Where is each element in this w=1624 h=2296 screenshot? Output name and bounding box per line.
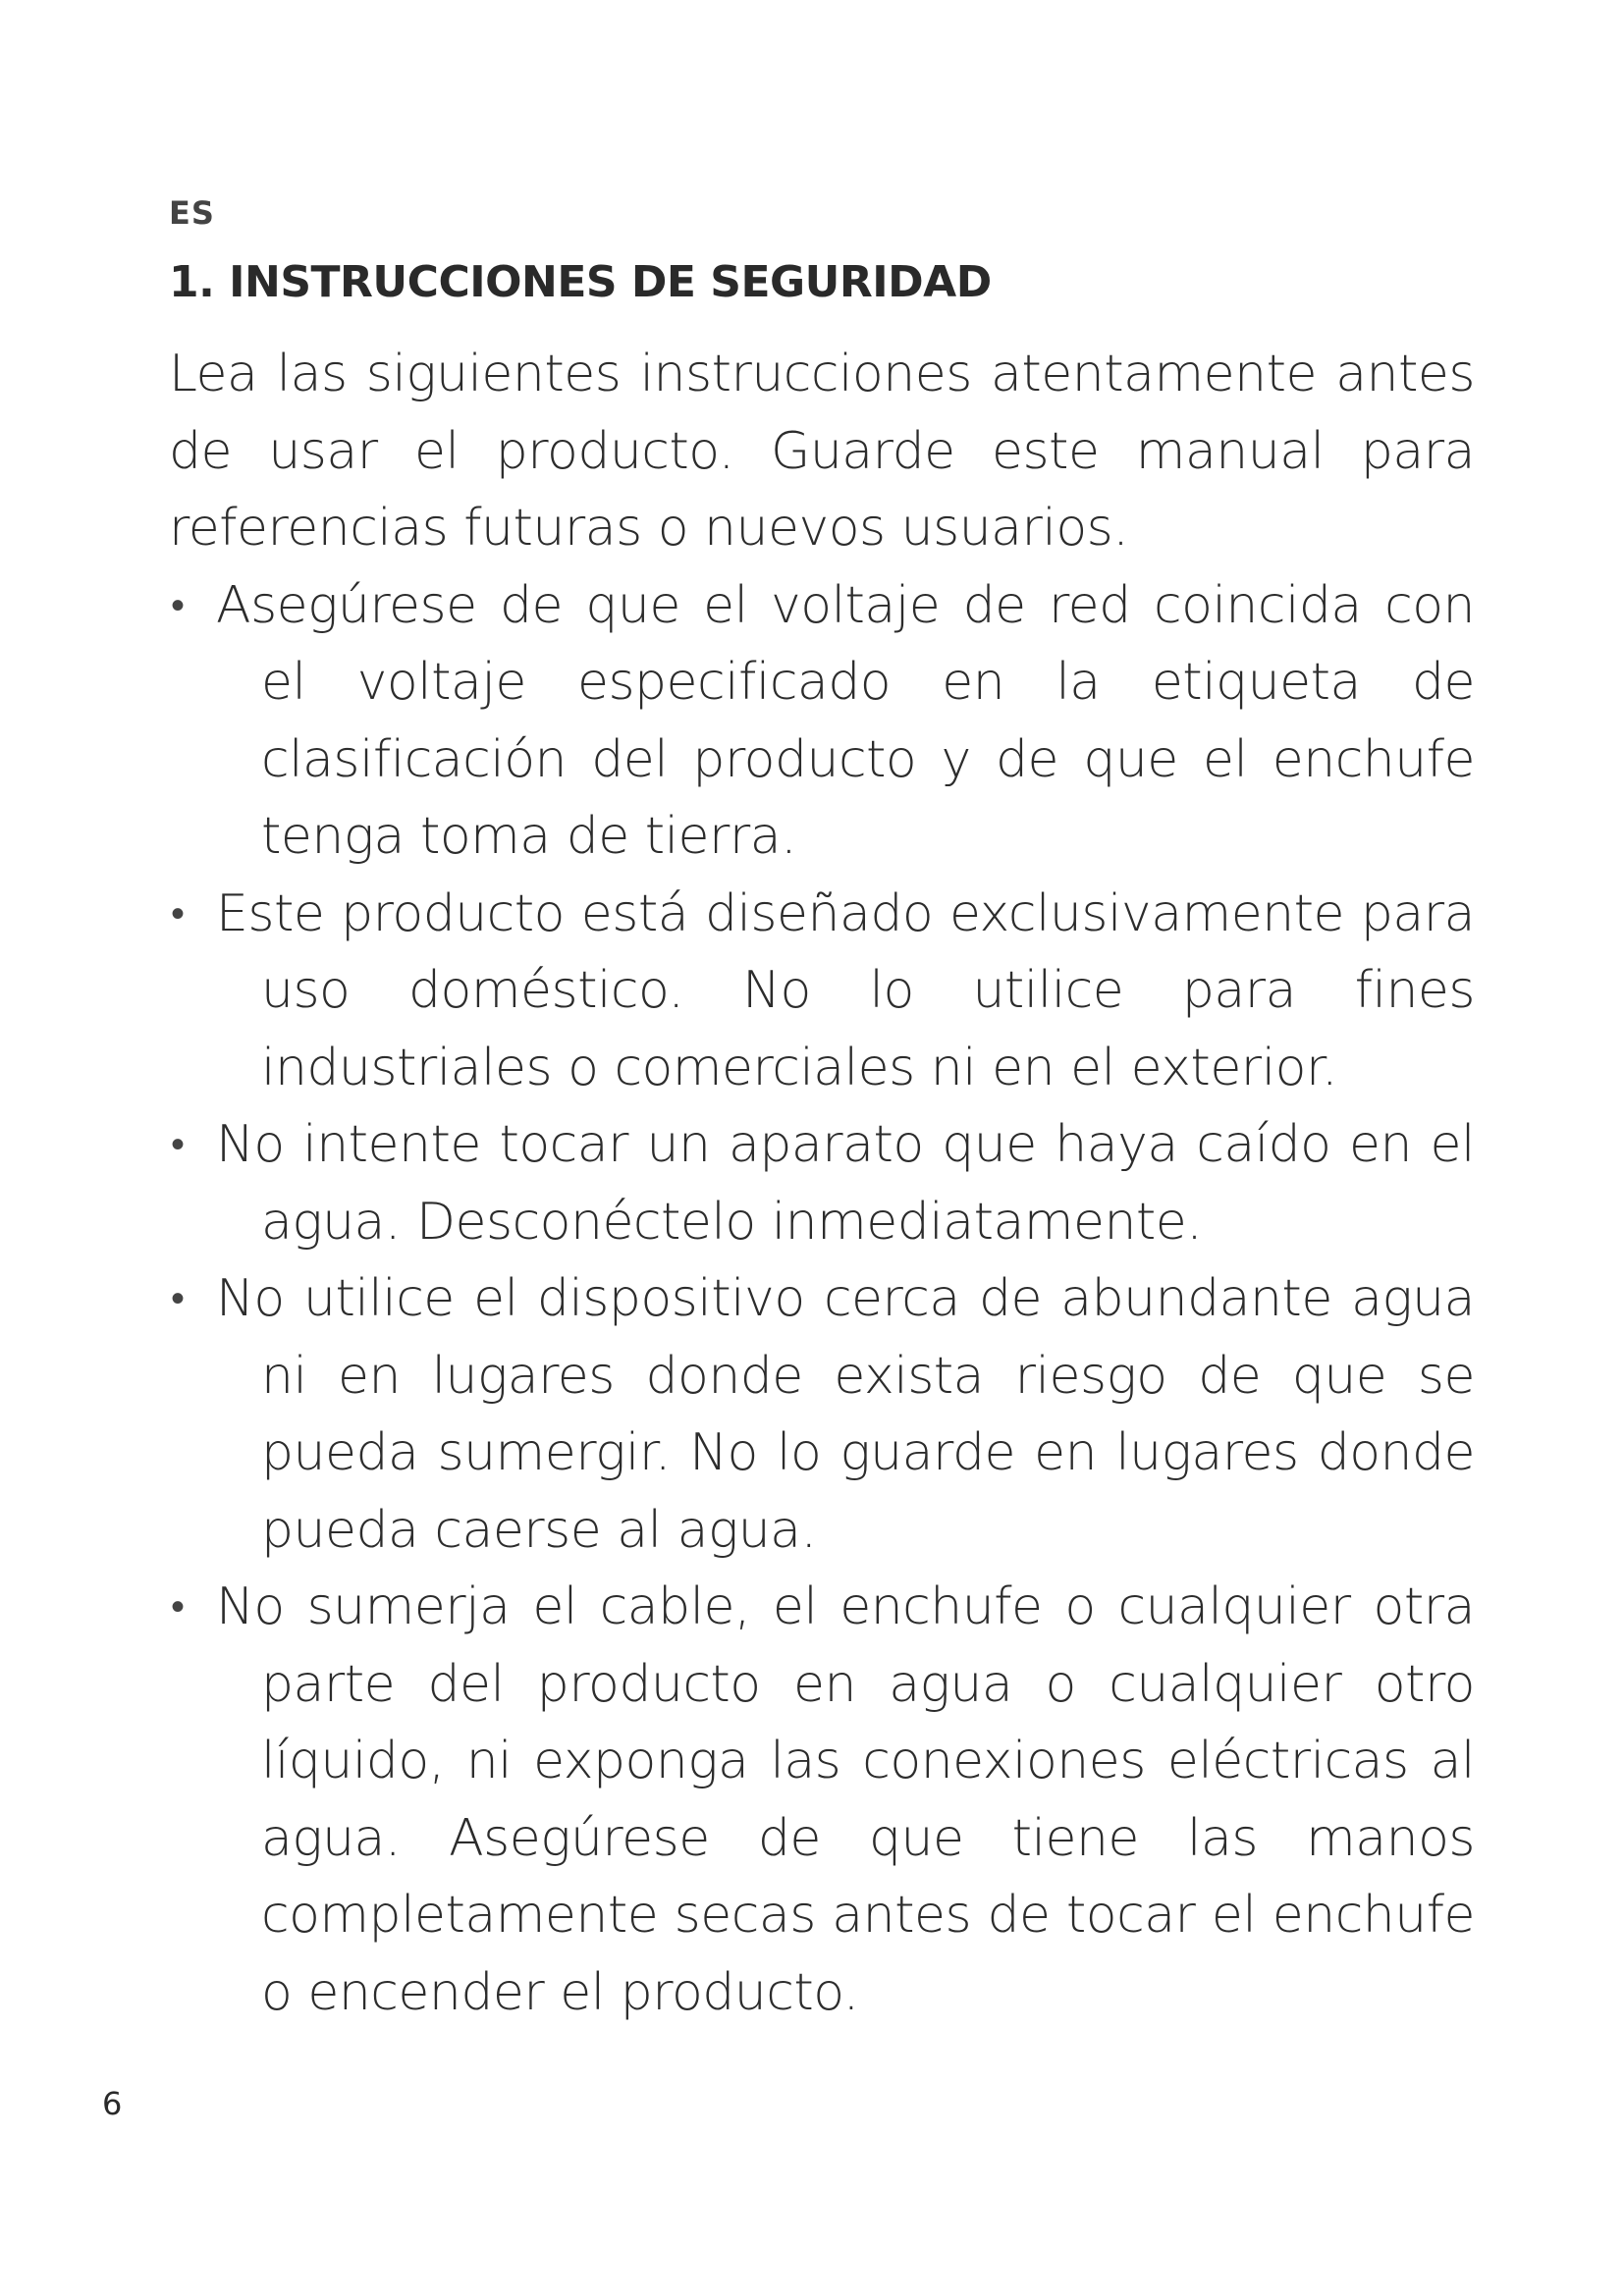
bullet-icon: • (171, 890, 185, 936)
safety-instructions-list (169, 567, 1475, 2032)
list-item-text: No intente tocar un aparato que haya caído en el agua. Desconéctelo inmediatamente. (216, 1115, 1475, 1252)
language-code: ES (169, 194, 215, 232)
list-item (169, 1569, 1475, 2031)
list-item-text: No utilice el dispositivo cerca de abundante agua ni en lugares donde exista riesgo de que se pueda sumergir. No lo guarde en lugares donde pueda caerse al agua. (216, 1269, 1475, 1560)
bullet-icon: • (171, 1584, 185, 1629)
list-item (169, 1260, 1475, 1569)
bullet-icon: • (171, 1276, 185, 1321)
page-number: 6 (102, 2085, 123, 2122)
list-item (169, 876, 1475, 1107)
bullet-icon: • (171, 1122, 185, 1167)
list-item (169, 567, 1475, 876)
section-title: 1. INSTRUCCIONES DE SEGURIDAD (169, 257, 992, 307)
bullet-icon: • (171, 582, 185, 628)
list-item-text: Este producto está diseñado exclusivamente para uso doméstico. No lo utilice para fines industriales o comerciales ni en el exterior. (216, 883, 1475, 1097)
document-body (169, 336, 1475, 2031)
intro-paragraph: Lea las siguientes instrucciones atentamente antes de usar el producto. Guarde este manual para referencias futuras o nuevos usuarios. (169, 345, 1475, 558)
list-item-text: Asegúrese de que el voltaje de red coincida con el voltaje especificado en la etiqueta de clasificación del producto y de que el enchufe tenga toma de tierra. (216, 575, 1475, 866)
list-item (169, 1106, 1475, 1260)
list-item-text: No sumerja el cable, el enchufe o cualquier otra parte del producto en agua o cualquier otro líquido, ni exponga las conexiones eléctricas al agua. Asegúrese de que tiene las manos completamente secas antes de tocar el enchufe o encender el producto. (216, 1577, 1475, 2022)
